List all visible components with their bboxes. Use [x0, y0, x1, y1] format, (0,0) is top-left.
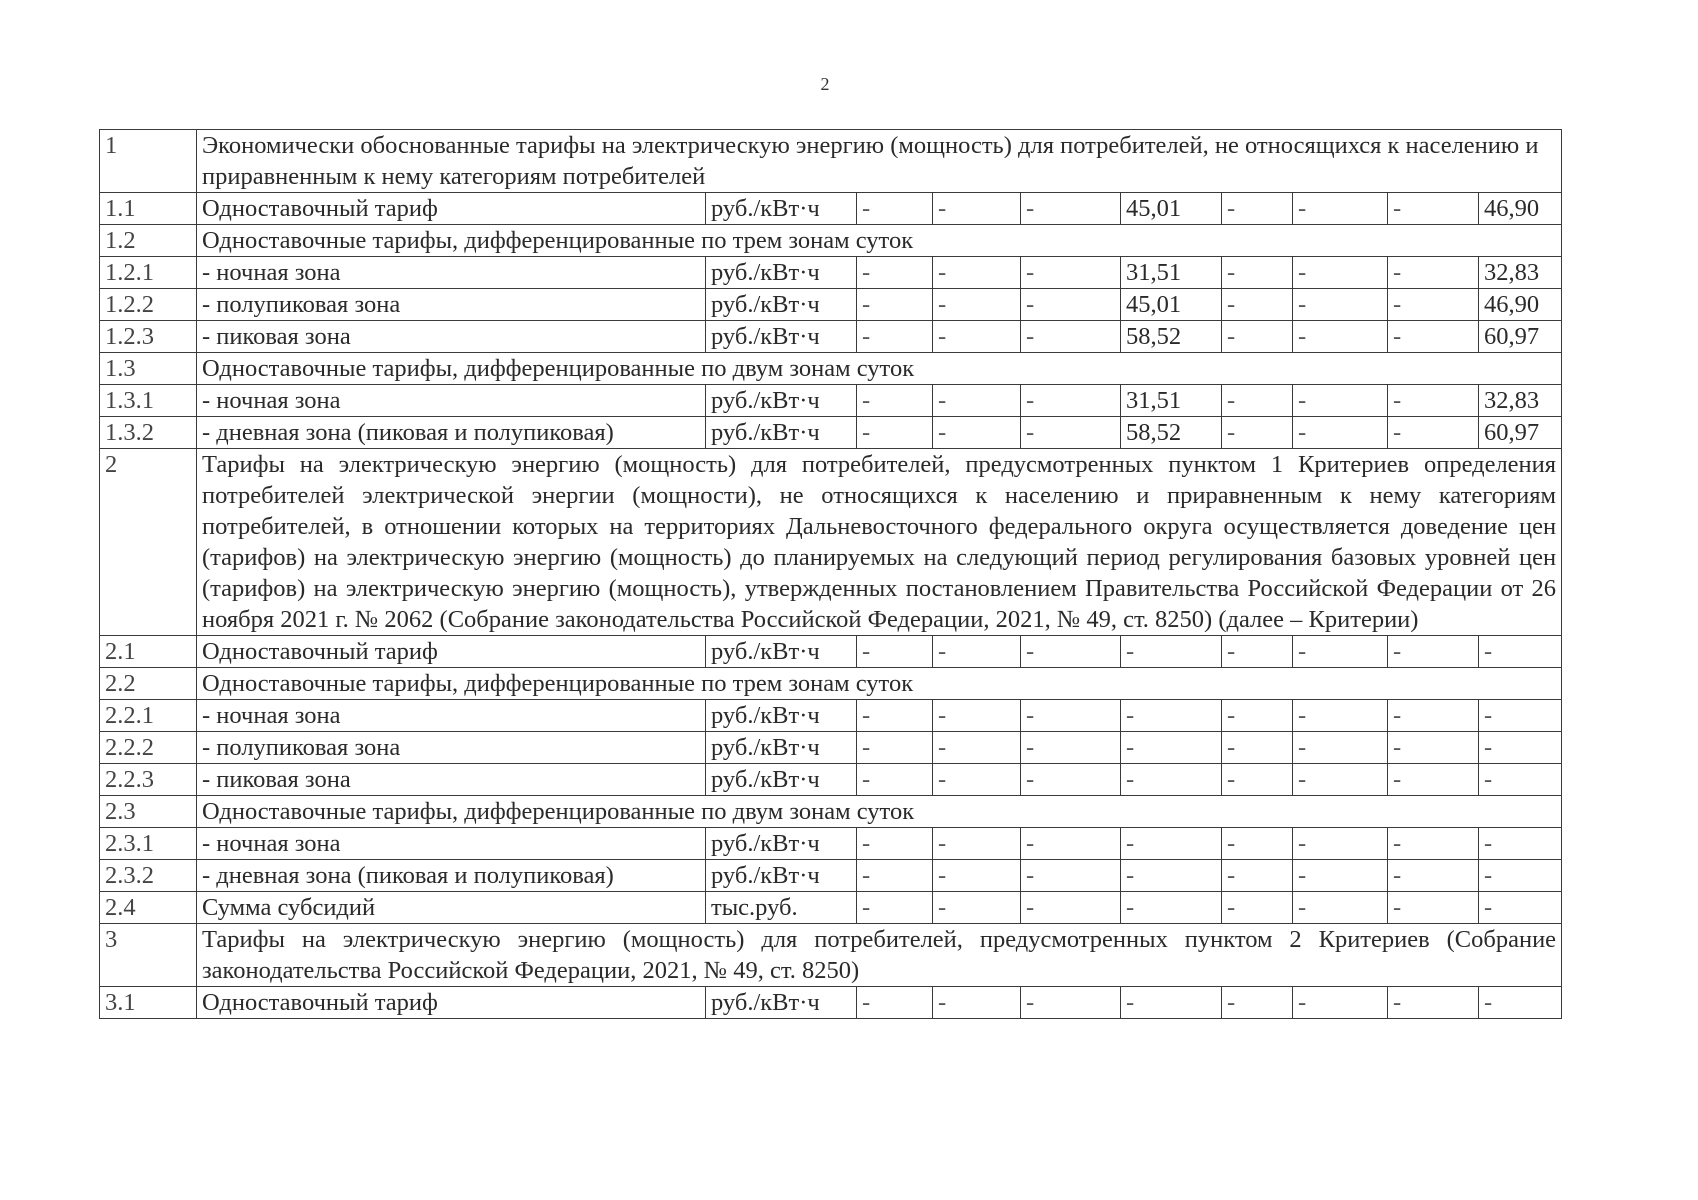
tariff-value-cell: -	[1293, 257, 1388, 289]
indicator-name: - пиковая зона	[197, 764, 706, 796]
tariff-value-cell: -	[857, 700, 933, 732]
section-title: Тарифы на электрическую энергию (мощность) для потребителей, предусмотренных пунктом 1 Критериев определения потребителей электрической энергии (мощности), не относящихся к населению и приравненным к нему категориям потребителей, в отношении которых на территориях Дальневосточного федерального округа осуществляется доведение цен (тарифов) на электрическую энергию (мощность) до планируемых на следующий период регулирования базовых уровней цен (тарифов) на электрическую энергию (мощность), утвержденных постановлением Правительства Российской Федерации от 26 ноября 2021 г. № 2062 (Собрание законодательства Российской Федерации, 2021, № 49, ст. 8250) (далее – Критерии)	[197, 449, 1562, 636]
tariff-value-cell: -	[1021, 417, 1121, 449]
tariff-value-cell: -	[1222, 385, 1293, 417]
row-number: 1	[100, 130, 197, 193]
row-number: 2.2	[100, 668, 197, 700]
section-row	[100, 924, 1562, 987]
tariff-value-cell: -	[1121, 828, 1222, 860]
row-number: 1.3.2	[100, 417, 197, 449]
row-number: 1.3	[100, 353, 197, 385]
table-row	[100, 764, 1562, 796]
tariff-value-cell: -	[1479, 828, 1562, 860]
unit-cell: руб./кВт·ч	[706, 700, 857, 732]
row-number: 3.1	[100, 987, 197, 1019]
row-number: 2.2.2	[100, 732, 197, 764]
tariff-value-cell: -	[1388, 257, 1479, 289]
unit-cell: руб./кВт·ч	[706, 828, 857, 860]
tariff-value-cell: -	[1293, 385, 1388, 417]
indicator-name: Одноставочный тариф	[197, 636, 706, 668]
row-number: 3	[100, 924, 197, 987]
tariff-value-cell: -	[1121, 700, 1222, 732]
tariff-value-cell: -	[857, 828, 933, 860]
tariff-value-cell: -	[1293, 892, 1388, 924]
section-title: Тарифы на электрическую энергию (мощность) для потребителей, предусмотренных пунктом 2 Критериев (Собрание законодательства Российской Федерации, 2021, № 49, ст. 8250)	[197, 924, 1562, 987]
table-row	[100, 828, 1562, 860]
tariff-value-cell: -	[1222, 193, 1293, 225]
section-row	[100, 796, 1562, 828]
table-row	[100, 385, 1562, 417]
tariff-value-cell: -	[933, 417, 1021, 449]
tariff-value-cell: -	[1388, 732, 1479, 764]
tariff-value-cell: 58,52	[1121, 321, 1222, 353]
tariff-value-cell: -	[1222, 636, 1293, 668]
row-number: 2.1	[100, 636, 197, 668]
tariff-value-cell: -	[933, 636, 1021, 668]
table-row	[100, 732, 1562, 764]
tariff-value-cell: -	[857, 892, 933, 924]
tariff-value-cell: -	[1479, 636, 1562, 668]
tariff-value-cell: -	[933, 257, 1021, 289]
table-row	[100, 417, 1562, 449]
tariff-value-cell: -	[1021, 289, 1121, 321]
tariff-value-cell: -	[1293, 289, 1388, 321]
tariff-value-cell: 46,90	[1479, 193, 1562, 225]
tariff-value-cell: -	[1293, 732, 1388, 764]
tariff-value-cell: -	[857, 289, 933, 321]
row-number: 1.2.2	[100, 289, 197, 321]
tariff-value-cell: -	[1293, 860, 1388, 892]
tariff-value-cell: -	[857, 257, 933, 289]
tariff-value-cell: -	[1222, 321, 1293, 353]
tariff-value-cell: -	[1479, 700, 1562, 732]
tariff-value-cell: -	[1479, 987, 1562, 1019]
indicator-name: - полупиковая зона	[197, 732, 706, 764]
row-number: 2	[100, 449, 197, 636]
tariff-value-cell: -	[933, 892, 1021, 924]
tariff-value-cell: 45,01	[1121, 289, 1222, 321]
tariff-value-cell: -	[1222, 892, 1293, 924]
section-title: Экономически обоснованные тарифы на электрическую энергию (мощность) для потребителей, не относящихся к населению и приравненным к нему категориям потребителей	[197, 130, 1562, 193]
tariff-value-cell: -	[857, 385, 933, 417]
tariff-value-cell: -	[1121, 892, 1222, 924]
table-row	[100, 636, 1562, 668]
unit-cell: руб./кВт·ч	[706, 987, 857, 1019]
unit-cell: руб./кВт·ч	[706, 385, 857, 417]
tariff-value-cell: -	[1021, 385, 1121, 417]
tariff-value-cell: -	[1021, 892, 1121, 924]
tariff-value-cell: -	[1479, 860, 1562, 892]
unit-cell: руб./кВт·ч	[706, 764, 857, 796]
table-row	[100, 257, 1562, 289]
row-number: 2.2.1	[100, 700, 197, 732]
indicator-name: - ночная зона	[197, 828, 706, 860]
table-row	[100, 987, 1562, 1019]
indicator-name: Одноставочный тариф	[197, 987, 706, 1019]
tariff-value-cell: -	[933, 860, 1021, 892]
tariff-value-cell: -	[1388, 385, 1479, 417]
tariff-value-cell: -	[1388, 860, 1479, 892]
unit-cell: руб./кВт·ч	[706, 860, 857, 892]
tariff-value-cell: 46,90	[1479, 289, 1562, 321]
tariff-value-cell: 58,52	[1121, 417, 1222, 449]
table-row	[100, 700, 1562, 732]
table-row	[100, 860, 1562, 892]
section-title: Одноставочные тарифы, дифференцированные по трем зонам суток	[197, 225, 1562, 257]
tariff-value-cell: -	[1021, 860, 1121, 892]
tariff-value-cell: -	[1222, 257, 1293, 289]
tariff-value-cell: -	[1293, 700, 1388, 732]
section-row	[100, 130, 1562, 193]
tariff-value-cell: 60,97	[1479, 321, 1562, 353]
row-number: 1.2.1	[100, 257, 197, 289]
section-row	[100, 225, 1562, 257]
section-title: Одноставочные тарифы, дифференцированные по двум зонам суток	[197, 353, 1562, 385]
tariff-value-cell: -	[1021, 257, 1121, 289]
tariff-value-cell: -	[933, 321, 1021, 353]
tariff-value-cell: -	[933, 385, 1021, 417]
tariff-value-cell: -	[1021, 700, 1121, 732]
tariff-value-cell: -	[857, 417, 933, 449]
tariff-value-cell: -	[1222, 764, 1293, 796]
section-title: Одноставочные тарифы, дифференцированные по двум зонам суток	[197, 796, 1562, 828]
tariff-value-cell: -	[933, 193, 1021, 225]
tariff-value-cell: -	[1479, 732, 1562, 764]
tariff-value-cell: -	[1021, 732, 1121, 764]
tariff-value-cell: -	[1021, 828, 1121, 860]
tariff-value-cell: -	[1021, 636, 1121, 668]
tariff-value-cell: -	[1222, 700, 1293, 732]
tariff-value-cell: -	[933, 289, 1021, 321]
tariff-value-cell: -	[1388, 417, 1479, 449]
unit-cell: руб./кВт·ч	[706, 321, 857, 353]
tariff-value-cell: -	[1021, 321, 1121, 353]
indicator-name: Одноставочный тариф	[197, 193, 706, 225]
tariff-value-cell: -	[1222, 417, 1293, 449]
unit-cell: руб./кВт·ч	[706, 257, 857, 289]
unit-cell: руб./кВт·ч	[706, 289, 857, 321]
tariff-value-cell: 45,01	[1121, 193, 1222, 225]
row-number: 1.2.3	[100, 321, 197, 353]
tariff-value-cell: -	[1222, 289, 1293, 321]
tariff-value-cell: 32,83	[1479, 385, 1562, 417]
row-number: 2.3.2	[100, 860, 197, 892]
tariff-value-cell: -	[1121, 636, 1222, 668]
section-row	[100, 353, 1562, 385]
unit-cell: руб./кВт·ч	[706, 417, 857, 449]
tariff-value-cell: -	[857, 732, 933, 764]
tariff-value-cell: 32,83	[1479, 257, 1562, 289]
tariff-value-cell: -	[1121, 732, 1222, 764]
tariff-value-cell: -	[933, 764, 1021, 796]
row-number: 2.4	[100, 892, 197, 924]
section-row	[100, 668, 1562, 700]
tariff-value-cell: -	[857, 636, 933, 668]
row-number: 1.2	[100, 225, 197, 257]
tariff-value-cell: -	[933, 987, 1021, 1019]
row-number: 1.3.1	[100, 385, 197, 417]
row-number: 2.2.3	[100, 764, 197, 796]
row-number: 1.1	[100, 193, 197, 225]
tariff-value-cell: -	[1021, 764, 1121, 796]
tariff-value-cell: 60,97	[1479, 417, 1562, 449]
tariff-value-cell: -	[1121, 987, 1222, 1019]
table-row	[100, 193, 1562, 225]
tariff-value-cell: -	[1479, 764, 1562, 796]
indicator-name: - ночная зона	[197, 385, 706, 417]
unit-cell: руб./кВт·ч	[706, 193, 857, 225]
tariff-value-cell: -	[1293, 193, 1388, 225]
tariff-value-cell: -	[1388, 193, 1479, 225]
tariff-value-cell: -	[1222, 828, 1293, 860]
tariff-value-cell: -	[1222, 732, 1293, 764]
indicator-name: - дневная зона (пиковая и полупиковая)	[197, 860, 706, 892]
tariff-value-cell: -	[1388, 636, 1479, 668]
tariff-value-cell: -	[1293, 636, 1388, 668]
tariff-value-cell: -	[1388, 892, 1479, 924]
section-title: Одноставочные тарифы, дифференцированные по трем зонам суток	[197, 668, 1562, 700]
tariff-value-cell: -	[1293, 828, 1388, 860]
tariff-value-cell: -	[1388, 828, 1479, 860]
tariff-value-cell: -	[857, 193, 933, 225]
tariff-value-cell: -	[1222, 860, 1293, 892]
indicator-name: - ночная зона	[197, 700, 706, 732]
tariff-value-cell: -	[1021, 987, 1121, 1019]
tariff-value-cell: -	[1479, 892, 1562, 924]
tariff-value-cell: -	[1222, 987, 1293, 1019]
tariff-table-body	[100, 130, 1562, 1019]
tariff-value-cell: -	[857, 860, 933, 892]
tariff-value-cell: -	[1293, 321, 1388, 353]
indicator-name: - дневная зона (пиковая и полупиковая)	[197, 417, 706, 449]
tariff-value-cell: -	[1121, 860, 1222, 892]
indicator-name: Сумма субсидий	[197, 892, 706, 924]
row-number: 2.3.1	[100, 828, 197, 860]
indicator-name: - ночная зона	[197, 257, 706, 289]
tariff-value-cell: -	[1388, 321, 1479, 353]
tariff-value-cell: -	[1388, 700, 1479, 732]
tariff-value-cell: -	[1388, 289, 1479, 321]
indicator-name: - полупиковая зона	[197, 289, 706, 321]
tariff-value-cell: -	[857, 987, 933, 1019]
tariff-value-cell: -	[1293, 987, 1388, 1019]
tariff-value-cell: -	[1293, 417, 1388, 449]
tariff-value-cell: -	[857, 764, 933, 796]
tariff-value-cell: -	[1021, 193, 1121, 225]
tariff-value-cell: -	[933, 828, 1021, 860]
unit-cell: руб./кВт·ч	[706, 732, 857, 764]
tariff-value-cell: -	[1121, 764, 1222, 796]
unit-cell: тыс.руб.	[706, 892, 857, 924]
tariff-value-cell: -	[1388, 764, 1479, 796]
tariff-value-cell: -	[933, 700, 1021, 732]
row-number: 2.3	[100, 796, 197, 828]
tariff-value-cell: 31,51	[1121, 257, 1222, 289]
tariff-value-cell: 31,51	[1121, 385, 1222, 417]
tariff-value-cell: -	[1293, 764, 1388, 796]
table-row	[100, 321, 1562, 353]
tariff-table	[99, 129, 1562, 1019]
unit-cell: руб./кВт·ч	[706, 636, 857, 668]
tariff-value-cell: -	[933, 732, 1021, 764]
page-number: 2	[820, 74, 830, 94]
section-row	[100, 449, 1562, 636]
indicator-name: - пиковая зона	[197, 321, 706, 353]
table-row	[100, 289, 1562, 321]
tariff-value-cell: -	[1388, 987, 1479, 1019]
tariff-value-cell: -	[857, 321, 933, 353]
table-row	[100, 892, 1562, 924]
